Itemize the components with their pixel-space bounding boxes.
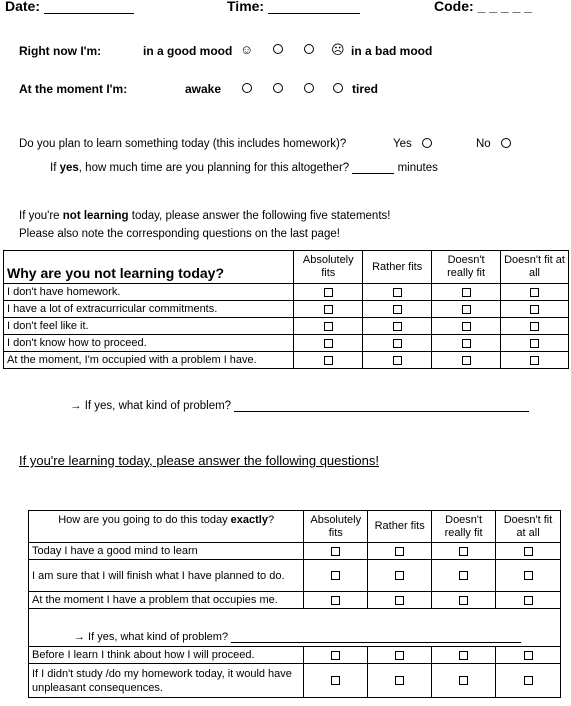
checkbox[interactable]: [524, 676, 533, 685]
mood-left-anchor: in a good mood: [143, 44, 233, 58]
learning-table: [28, 510, 561, 698]
problem-answer-line[interactable]: [234, 411, 529, 412]
mood-option-2[interactable]: [273, 44, 283, 54]
checkbox[interactable]: [459, 547, 468, 556]
not-learning-followup: [70, 400, 529, 412]
checkbox[interactable]: [530, 356, 539, 365]
checkbox[interactable]: [530, 305, 539, 314]
col-absolutely-fits: Absolutely fits: [294, 251, 363, 284]
followup-text: → If yes, what kind of problem?: [74, 631, 229, 643]
table-row: [4, 301, 569, 318]
table-row: [29, 543, 561, 560]
time-prefix: If: [50, 162, 57, 174]
not-learning-table: [3, 250, 569, 369]
not-learning-intro: [19, 210, 390, 222]
row-statement: I don't have homework.: [4, 284, 294, 301]
checkbox[interactable]: [393, 288, 402, 297]
learning-title-pre: How are you going to do this today: [58, 514, 228, 526]
checkbox[interactable]: [395, 676, 404, 685]
checkbox[interactable]: [530, 288, 539, 297]
plan-no-radio[interactable]: [501, 138, 511, 148]
col-doesnt-really-fit: Doesn't really fit: [432, 251, 501, 284]
row-statement: At the moment, I'm occupied with a problem I have.: [4, 352, 294, 369]
checkbox[interactable]: [524, 651, 533, 660]
checkbox[interactable]: [324, 288, 333, 297]
time-minutes-blank[interactable]: [352, 173, 394, 174]
date-label: Date:: [5, 0, 41, 14]
intro-pre: If you're: [19, 210, 60, 222]
checkbox[interactable]: [459, 571, 468, 580]
checkbox[interactable]: [393, 305, 402, 314]
col-rather-fits: Rather fits: [363, 251, 432, 284]
mood-right-anchor: in a bad mood: [351, 44, 433, 58]
row-statement: At the moment I have a problem that occupies me.: [29, 592, 304, 609]
checkbox[interactable]: [393, 322, 402, 331]
table-row: [29, 592, 561, 609]
plan-question: Do you plan to learn something today (this includes homework)?: [19, 138, 347, 150]
not-learning-intro2: Please also note the corresponding questions on the last page!: [19, 228, 340, 240]
checkbox[interactable]: [462, 322, 471, 331]
checkbox[interactable]: [324, 356, 333, 365]
time-question-text: , how much time are you planning for this altogether?: [78, 162, 350, 174]
alert-label: At the moment I'm:: [19, 82, 128, 96]
checkbox[interactable]: [393, 356, 402, 365]
alert-left-anchor: awake: [185, 82, 222, 96]
time-blank[interactable]: [268, 13, 360, 14]
checkbox[interactable]: [331, 547, 340, 556]
intro-post: today, please answer the following five statements!: [131, 210, 391, 222]
col-doesnt-fit-at-all: Doesn't fit at all: [496, 511, 561, 543]
checkbox[interactable]: [462, 305, 471, 314]
col-doesnt-fit-at-all: Doesn't fit at all: [501, 251, 569, 284]
row-statement: I don't know how to proceed.: [4, 335, 294, 352]
col-rather-fits: Rather fits: [368, 511, 432, 543]
row-statement: Today I have a good mind to learn: [29, 543, 304, 560]
table-row: [4, 284, 569, 301]
mood-option-3[interactable]: [304, 44, 314, 54]
learning-title-post: ?: [267, 514, 275, 526]
alert-right-anchor: tired: [352, 82, 379, 96]
checkbox[interactable]: [530, 339, 539, 348]
checkbox[interactable]: [395, 547, 404, 556]
checkbox[interactable]: [324, 322, 333, 331]
time-label: Time:: [227, 0, 265, 14]
checkbox[interactable]: [524, 596, 533, 605]
plan-time-question: [50, 162, 438, 174]
row-statement: I am sure that I will finish what I have planned to do.: [29, 560, 304, 592]
learning-heading: If you're learning today, please answer the following questions!: [19, 453, 379, 468]
alert-option-1[interactable]: [242, 83, 252, 93]
checkbox[interactable]: [324, 339, 333, 348]
mood-label: Right now I'm:: [19, 44, 102, 58]
checkbox[interactable]: [324, 305, 333, 314]
time-field[interactable]: [227, 0, 360, 14]
row-statement: I don't feel like it.: [4, 318, 294, 335]
alert-option-4[interactable]: [333, 83, 343, 93]
col-absolutely-fits: Absolutely fits: [304, 511, 368, 543]
not-learning-header-row: [4, 251, 569, 284]
checkbox[interactable]: [395, 596, 404, 605]
checkbox[interactable]: [395, 651, 404, 660]
row-statement: I have a lot of extracurricular commitments.: [4, 301, 294, 318]
checkbox[interactable]: [393, 339, 402, 348]
checkbox[interactable]: [462, 356, 471, 365]
alert-option-2[interactable]: [273, 83, 283, 93]
row-statement: If I didn't study /do my homework today, it would have unpleasant consequences.: [29, 664, 304, 698]
code-field[interactable]: [434, 0, 532, 14]
plan-yes-label: Yes: [393, 138, 412, 150]
alert-option-3[interactable]: [304, 83, 314, 93]
plan-no-label: No: [476, 138, 491, 150]
table-row: [29, 664, 561, 698]
intro-bold: not learning: [62, 210, 129, 222]
checkbox[interactable]: [524, 547, 533, 556]
checkbox[interactable]: [459, 676, 468, 685]
time-prefix-bold: yes: [59, 162, 79, 174]
code-blanks[interactable]: _ _ _ _ _: [477, 0, 533, 14]
table-row: [29, 647, 561, 664]
checkbox[interactable]: [462, 339, 471, 348]
date-blank[interactable]: [44, 13, 134, 14]
checkbox[interactable]: [462, 288, 471, 297]
plan-yes-radio[interactable]: [422, 138, 432, 148]
table-row: [4, 318, 569, 335]
code-label: Code:: [434, 0, 474, 14]
date-field[interactable]: [5, 0, 134, 14]
row-statement: Before I learn I think about how I will proceed.: [29, 647, 304, 664]
checkbox[interactable]: [459, 651, 468, 660]
not-learning-title: Why are you not learning today?: [4, 251, 294, 284]
followup-text: → If yes, what kind of problem?: [70, 400, 232, 412]
table-row: [4, 352, 569, 369]
checkbox[interactable]: [524, 571, 533, 580]
table-row: [29, 560, 561, 592]
checkbox[interactable]: [530, 322, 539, 331]
checkbox[interactable]: [331, 676, 340, 685]
frown-icon[interactable]: ☹: [331, 42, 345, 57]
table-row: [4, 335, 569, 352]
checkbox[interactable]: [331, 651, 340, 660]
checkbox[interactable]: [331, 571, 340, 580]
checkbox[interactable]: [459, 596, 468, 605]
learning-header-row: [29, 511, 561, 543]
learning-followup-row: [29, 609, 561, 647]
col-doesnt-really-fit: Doesn't really fit: [432, 511, 496, 543]
smiley-icon[interactable]: ☺: [240, 42, 254, 57]
time-unit: minutes: [397, 162, 438, 174]
problem-answer-line[interactable]: [231, 642, 521, 643]
checkbox[interactable]: [395, 571, 404, 580]
checkbox[interactable]: [331, 596, 340, 605]
learning-title: [29, 511, 304, 543]
learning-title-bold: exactly: [230, 514, 268, 526]
learning-followup: [29, 609, 561, 647]
